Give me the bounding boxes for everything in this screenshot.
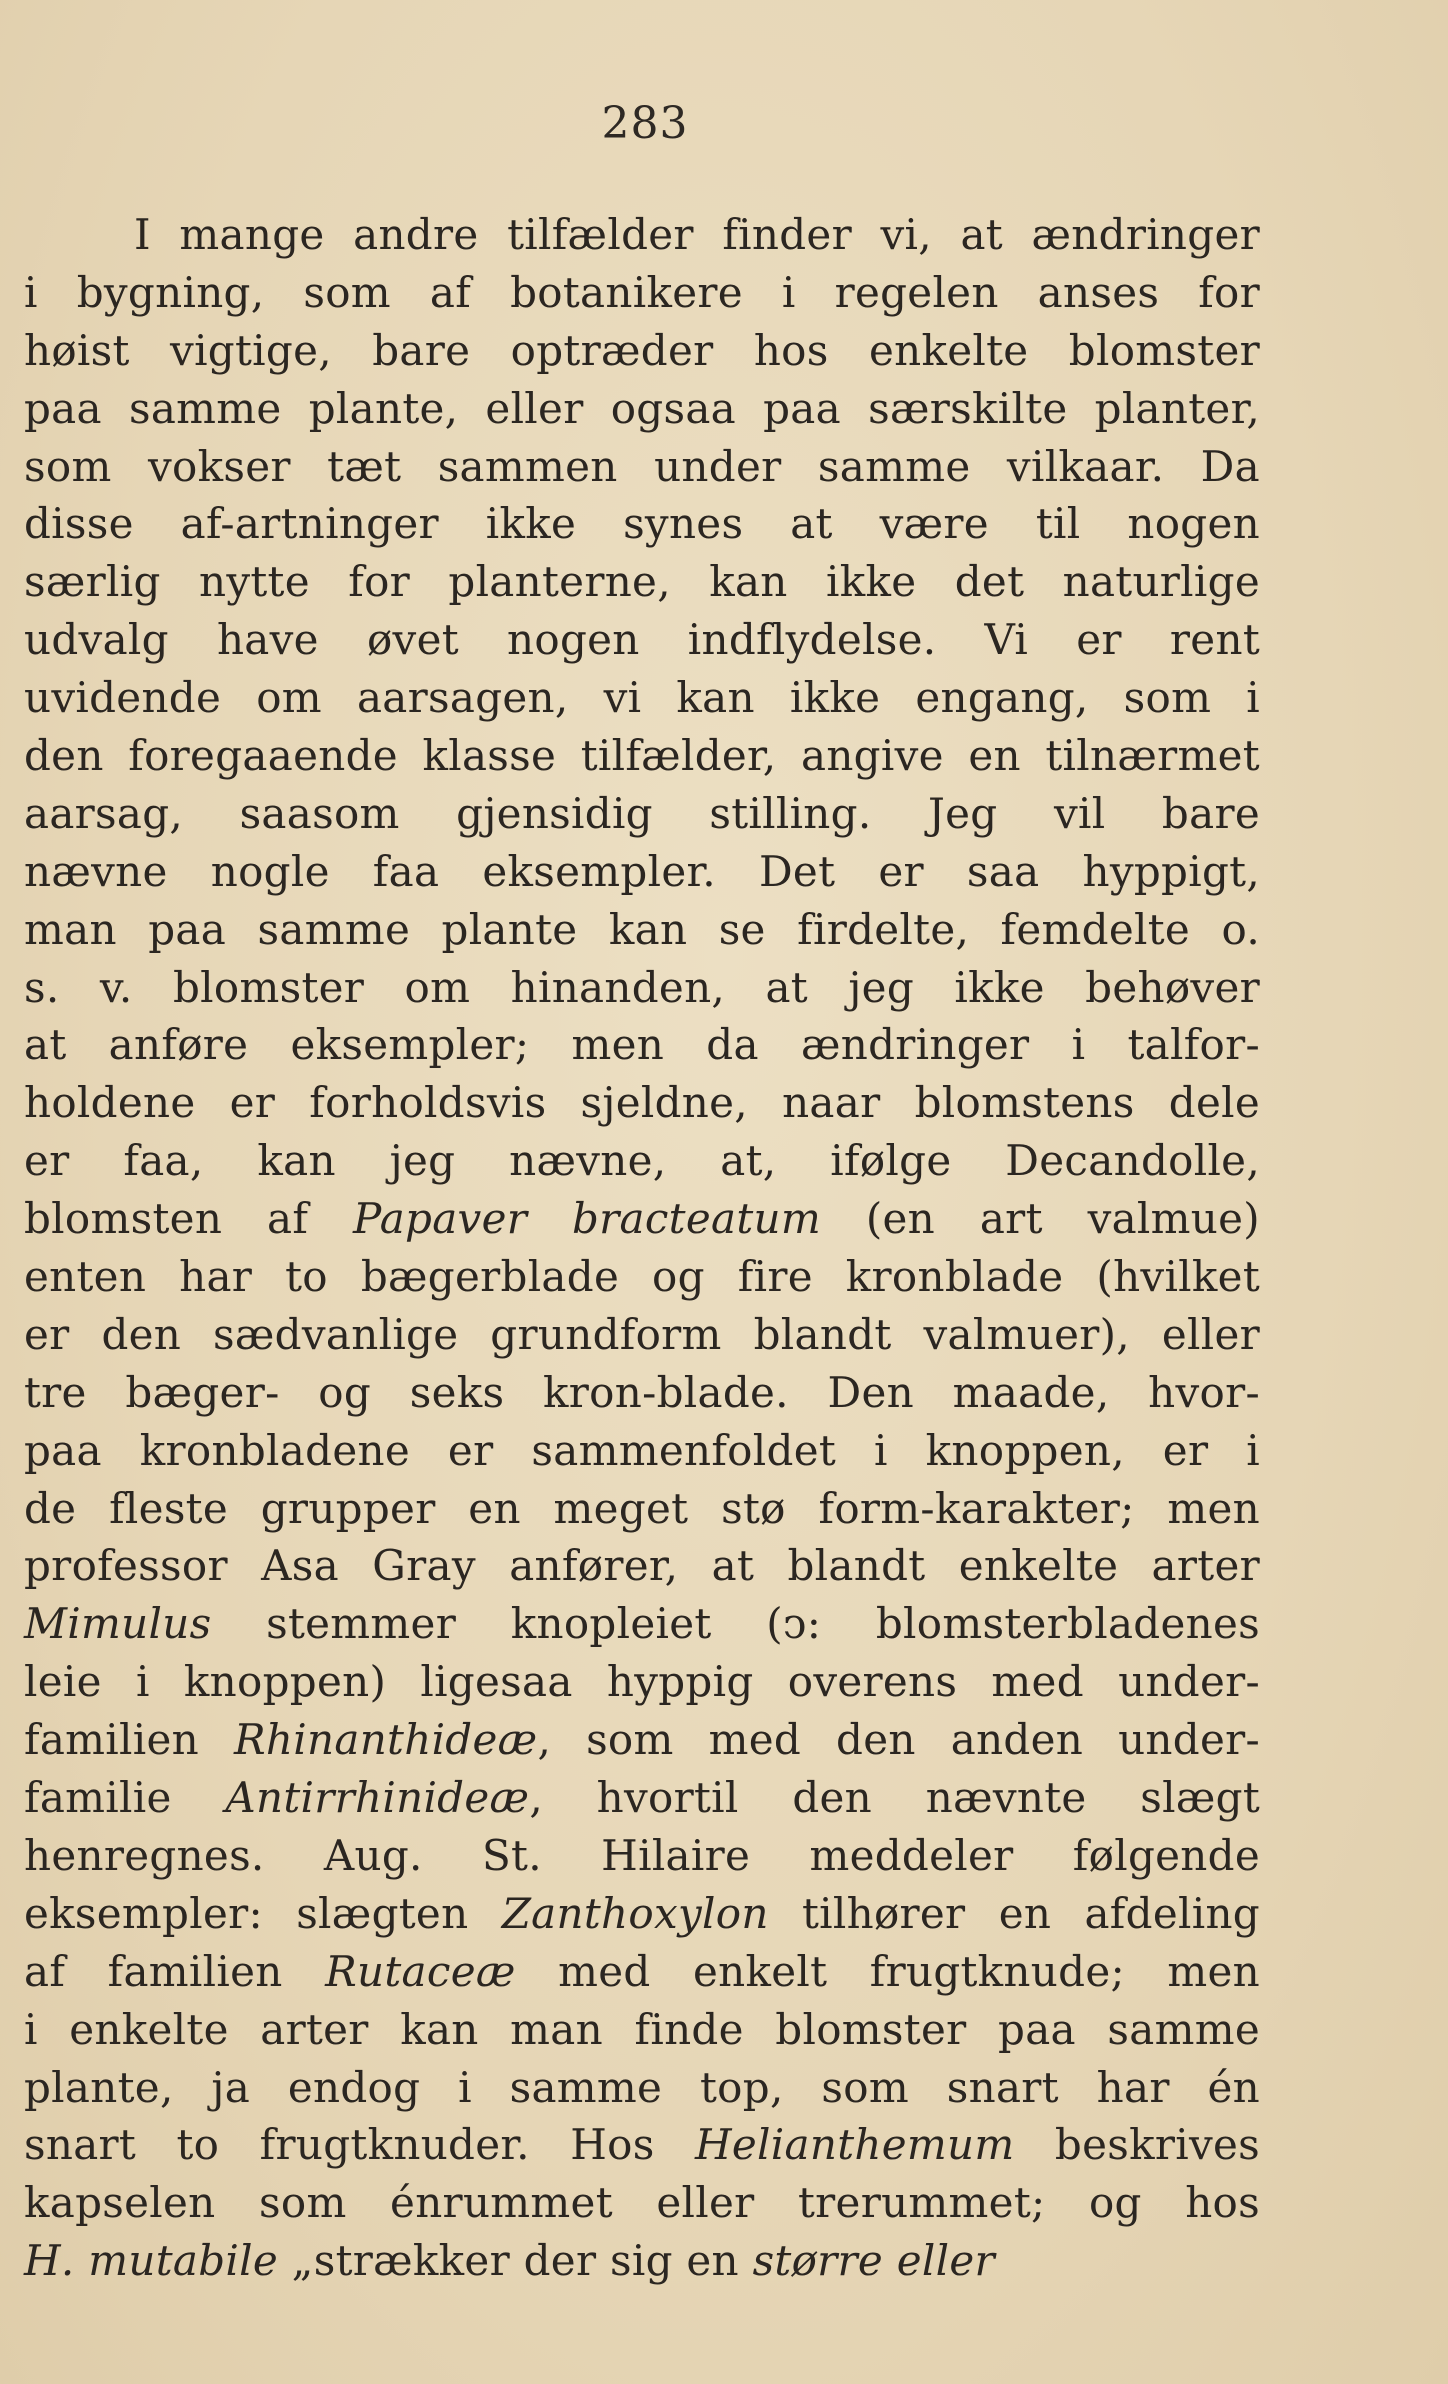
text-line — [24, 380, 1260, 438]
text-run: eksempler: slægten — [24, 1888, 502, 1938]
text-run: at anføre eksempler; men da ændringer i talfor- — [24, 1020, 1260, 1070]
italic-taxon: Helianthemum — [694, 2120, 1015, 2170]
text-line — [24, 901, 1260, 959]
text-line — [24, 2232, 1260, 2290]
text-line — [24, 843, 1260, 901]
italic-taxon: Antirrhinideæ — [225, 1773, 530, 1823]
text-line — [24, 264, 1260, 322]
text-run: tilhører en afdeling — [768, 1888, 1260, 1938]
text-run: kapselen som énrummet eller trerummet; og hos — [24, 2178, 1260, 2228]
text-run: professor Asa Gray anfører, at blandt enkelte arter — [24, 1541, 1260, 1591]
text-run: paa samme plante, eller ogsaa paa særskilte planter, — [24, 383, 1260, 433]
text-line — [24, 1016, 1260, 1074]
text-line — [24, 1769, 1260, 1827]
italic-taxon: Rhinanthideæ — [234, 1715, 538, 1765]
italic-taxon: større eller — [752, 2236, 995, 2286]
text-line — [24, 1132, 1260, 1190]
text-run: familie — [24, 1773, 226, 1823]
text-line — [24, 669, 1260, 727]
text-line — [24, 1248, 1260, 1306]
italic-taxon: Mimulus — [24, 1599, 212, 1649]
text-run: (en art valmue) — [821, 1194, 1260, 1244]
text-run: , hvortil den nævnte slægt — [529, 1773, 1260, 1823]
text-line — [24, 1885, 1260, 1943]
text-run: som vokser tæt sammen under samme vilkaar. Da — [24, 441, 1260, 491]
text-line — [24, 959, 1260, 1017]
text-run: med enkelt frugtknude; men — [515, 1946, 1260, 1996]
text-line — [24, 727, 1260, 785]
text-line — [24, 1827, 1260, 1885]
text-run: aarsag, saasom gjensidig stilling. Jeg vil bare — [24, 788, 1260, 838]
text-run: s. v. blomster om hinanden, at jeg ikke behøver — [24, 962, 1260, 1012]
page-number: 283 — [601, 98, 689, 149]
text-line — [24, 322, 1260, 380]
text-line — [24, 438, 1260, 496]
text-run: tre bæger- og seks kron-blade. Den maade, hvor- — [24, 1367, 1260, 1417]
text-run: blomsten af — [24, 1194, 354, 1244]
text-line — [24, 1480, 1260, 1538]
text-line — [24, 2116, 1260, 2174]
text-line — [24, 2059, 1260, 2117]
text-line — [24, 1537, 1260, 1595]
text-run: beskrives — [1014, 2120, 1260, 2170]
text-run: man paa samme plante kan se firdelte, femdelte o. — [24, 904, 1260, 954]
text-run: af familien — [24, 1946, 326, 1996]
text-run: enten har to bægerblade og fire kronblade (hvilket — [24, 1252, 1260, 1302]
text-run: stemmer knopleiet (ↄ: blomsterbladenes — [211, 1599, 1260, 1649]
italic-taxon: H. mutabile — [24, 2236, 279, 2286]
text-line — [24, 1595, 1260, 1653]
text-line — [24, 495, 1260, 553]
text-run: disse af-artninger ikke synes at være til nogen — [24, 499, 1260, 549]
text-line — [24, 785, 1260, 843]
text-run: holdene er forholdsvis sjeldne, naar blomstens dele — [24, 1078, 1260, 1128]
text-run: plante, ja endog i samme top, som snart har én — [24, 2062, 1260, 2112]
text-line — [24, 1943, 1260, 2001]
text-run: er den sædvanlige grundform blandt valmuer), eller — [24, 1309, 1260, 1359]
text-run: nævne nogle faa eksempler. Det er saa hyppigt, — [24, 846, 1260, 896]
text-line — [24, 2174, 1260, 2232]
italic-taxon: Zanthoxylon — [501, 1888, 769, 1938]
text-run: er faa, kan jeg nævne, at, ifølge Decandolle, — [24, 1136, 1260, 1186]
text-run: høist vigtige, bare optræder hos enkelte blomster — [24, 325, 1260, 375]
text-run: uvidende om aarsagen, vi kan ikke engang, som i — [24, 673, 1260, 723]
text-run: særlig nytte for planterne, kan ikke det naturlige — [24, 557, 1260, 607]
italic-taxon: Rutaceæ — [325, 1946, 516, 1996]
text-line — [24, 1306, 1260, 1364]
text-line — [24, 1190, 1260, 1248]
text-run: „strækker der sig en — [278, 2236, 753, 2286]
text-run: de fleste grupper en meget stø form-karakter; men — [24, 1483, 1260, 1533]
text-run: paa kronbladene er sammenfoldet i knoppen, er i — [24, 1425, 1260, 1475]
body-text — [24, 206, 1260, 2290]
text-run: i bygning, som af botanikere i regelen anses for — [24, 267, 1260, 317]
text-line — [24, 1422, 1260, 1480]
text-run: i enkelte arter kan man finde blomster paa samme — [24, 2004, 1260, 2054]
text-line — [24, 1711, 1260, 1769]
text-run: udvalg have øvet nogen indflydelse. Vi er rent — [24, 615, 1260, 665]
text-run: henregnes. Aug. St. Hilaire meddeler følgende — [24, 1830, 1260, 1880]
text-run: den foregaaende klasse tilfælder, angive en tilnærmet — [24, 731, 1260, 781]
text-run: I mange andre tilfælder finder vi, at ændringer — [134, 210, 1260, 259]
text-line — [24, 206, 1260, 264]
text-run: , som med den anden under- — [537, 1715, 1260, 1765]
text-line — [24, 1653, 1260, 1711]
text-run: snart to frugtknuder. Hos — [24, 2120, 695, 2170]
text-line — [24, 553, 1260, 611]
text-line — [24, 1364, 1260, 1422]
italic-taxon: Papaver bracteatum — [353, 1194, 821, 1244]
text-run: leie i knoppen) ligesaa hyppig overens med under- — [24, 1657, 1260, 1707]
text-line — [24, 611, 1260, 669]
text-line — [24, 1074, 1260, 1132]
text-line — [24, 2001, 1260, 2059]
text-run: familien — [24, 1715, 234, 1765]
